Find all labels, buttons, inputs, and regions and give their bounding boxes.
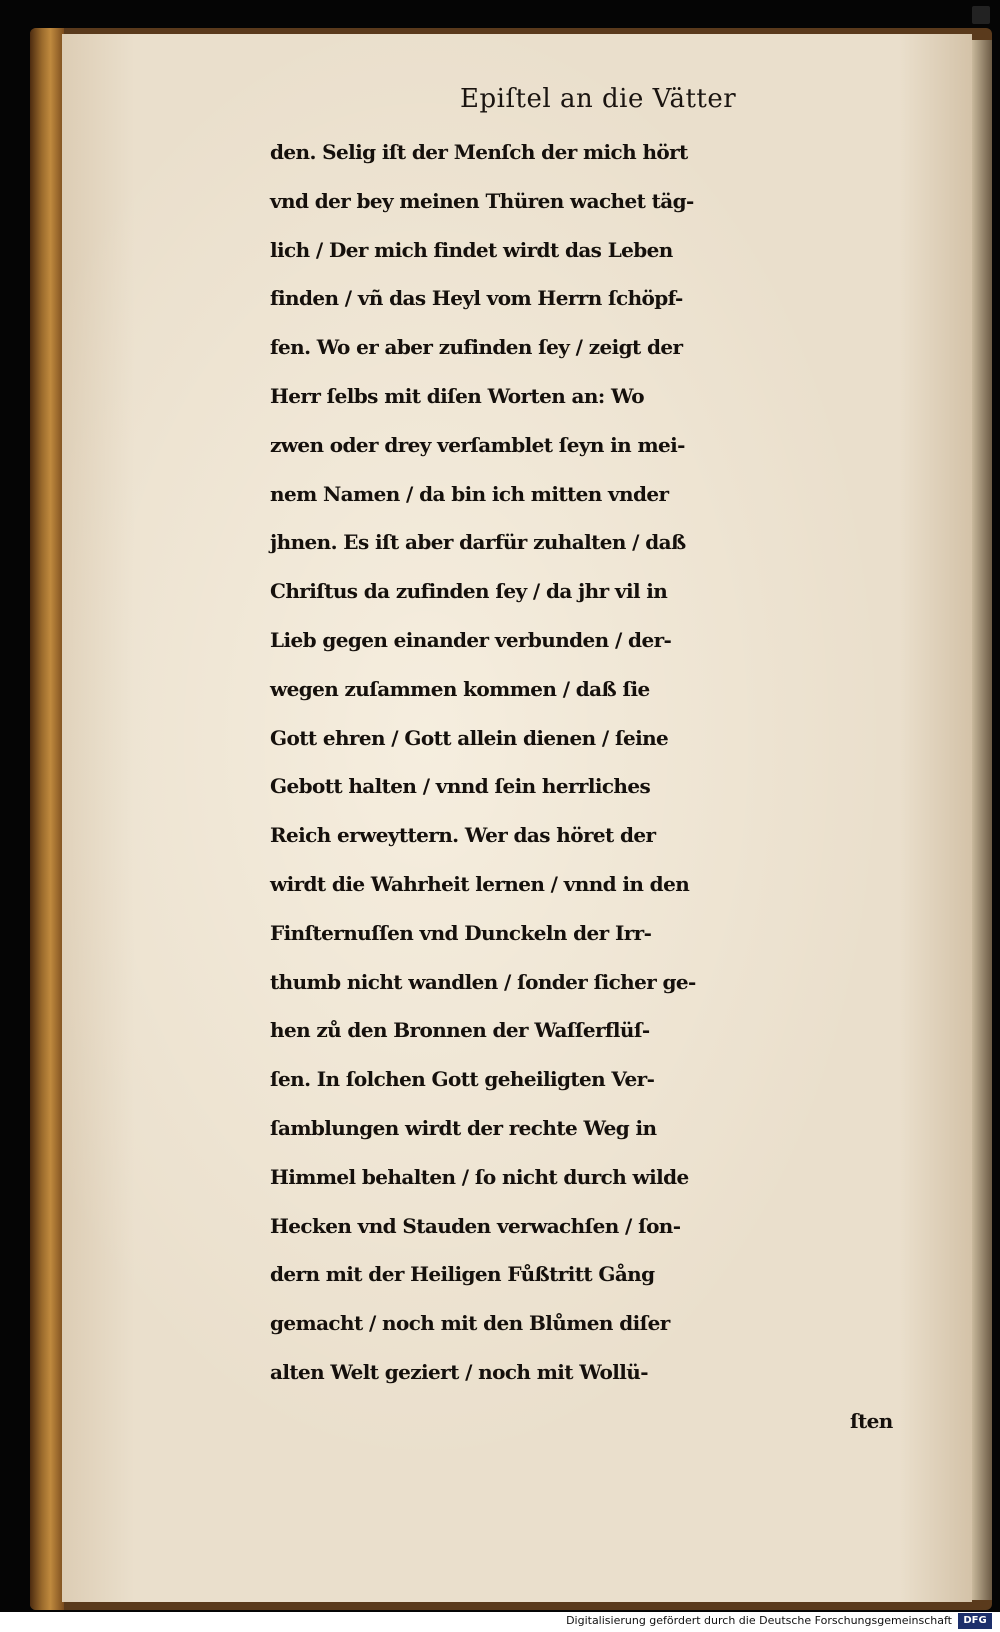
text-line: thumb nicht wandlen / ſonder ſicher ge- <box>270 969 696 994</box>
text-line: ſamblungen wirdt der rechte Weg in <box>270 1115 657 1140</box>
text-line: gemacht / noch mit den Blůmen diſer <box>270 1311 670 1336</box>
text-line: den. Selig iſt der Menſch der mich hört <box>270 140 688 164</box>
text-line: ſen. In ſolchen Gott geheiligten Ver- <box>270 1067 655 1092</box>
scan-corner-mark <box>972 6 990 24</box>
text-line: alten Welt geziert / noch mit Wollü- <box>270 1359 648 1384</box>
text-line: Himmel behalten / ſo nicht durch wilde <box>270 1164 689 1189</box>
text-line: wegen zuſammen kommen / daß ſie <box>270 676 650 701</box>
text-line: vnd der bey meinen Thüren wachet täg- <box>270 188 694 213</box>
text-line: Lieb gegen einander verbunden / der- <box>270 627 672 652</box>
text-line: hen zů den Bronnen der Waſſerflüſ- <box>270 1018 650 1043</box>
text-line: Gebott halten / vnnd ſein herrliches <box>270 774 651 799</box>
text-line: dern mit der Heiligen Fůßtritt Gång <box>270 1262 655 1287</box>
dfg-logo: DFG <box>958 1613 992 1629</box>
text-line: nem Namen / da bin ich mitten vnder <box>270 481 669 506</box>
text-line: Finſternuſſen vnd Dunckeln der Irr- <box>270 920 652 945</box>
text-line: Hecken vnd Stauden verwachſen / ſon- <box>270 1213 681 1238</box>
text-line: wirdt die Wahrheit lernen / vnnd in den <box>270 871 690 896</box>
text-line: Herr ſelbs mit diſen Worten an: Wo <box>270 383 644 408</box>
text-line: Reich erweyttern. Wer das höret der <box>270 823 656 848</box>
running-header: Epiſtel an die Vätter <box>460 84 737 114</box>
catchword: ſten <box>850 1408 893 1433</box>
page-edge-right <box>972 40 992 1600</box>
text-line: lich / Der mich findet wirdt das Leben <box>270 237 673 262</box>
text-line: zwen oder drey verſamblet ſeyn in mei- <box>270 432 685 457</box>
page-body-text <box>270 128 970 1446</box>
digitization-credit: Digitalisierung gefördert durch die Deutsche Forschungsgemeinschaft <box>566 1614 952 1627</box>
gilded-page-edge <box>30 28 64 1610</box>
text-line: finden / vñ das Heyl vom Herrn ſchöpf- <box>270 286 683 311</box>
text-line: Gott ehren / Gott allein dienen / ſeine <box>270 725 669 750</box>
text-line: fen. Wo er aber zufinden ſey / zeigt der <box>270 335 683 360</box>
text-line: Chriſtus da zufinden ſey / da jhr vil in <box>270 579 668 604</box>
text-line: jhnen. Es iſt aber darfür zuhalten / daß <box>270 530 686 555</box>
